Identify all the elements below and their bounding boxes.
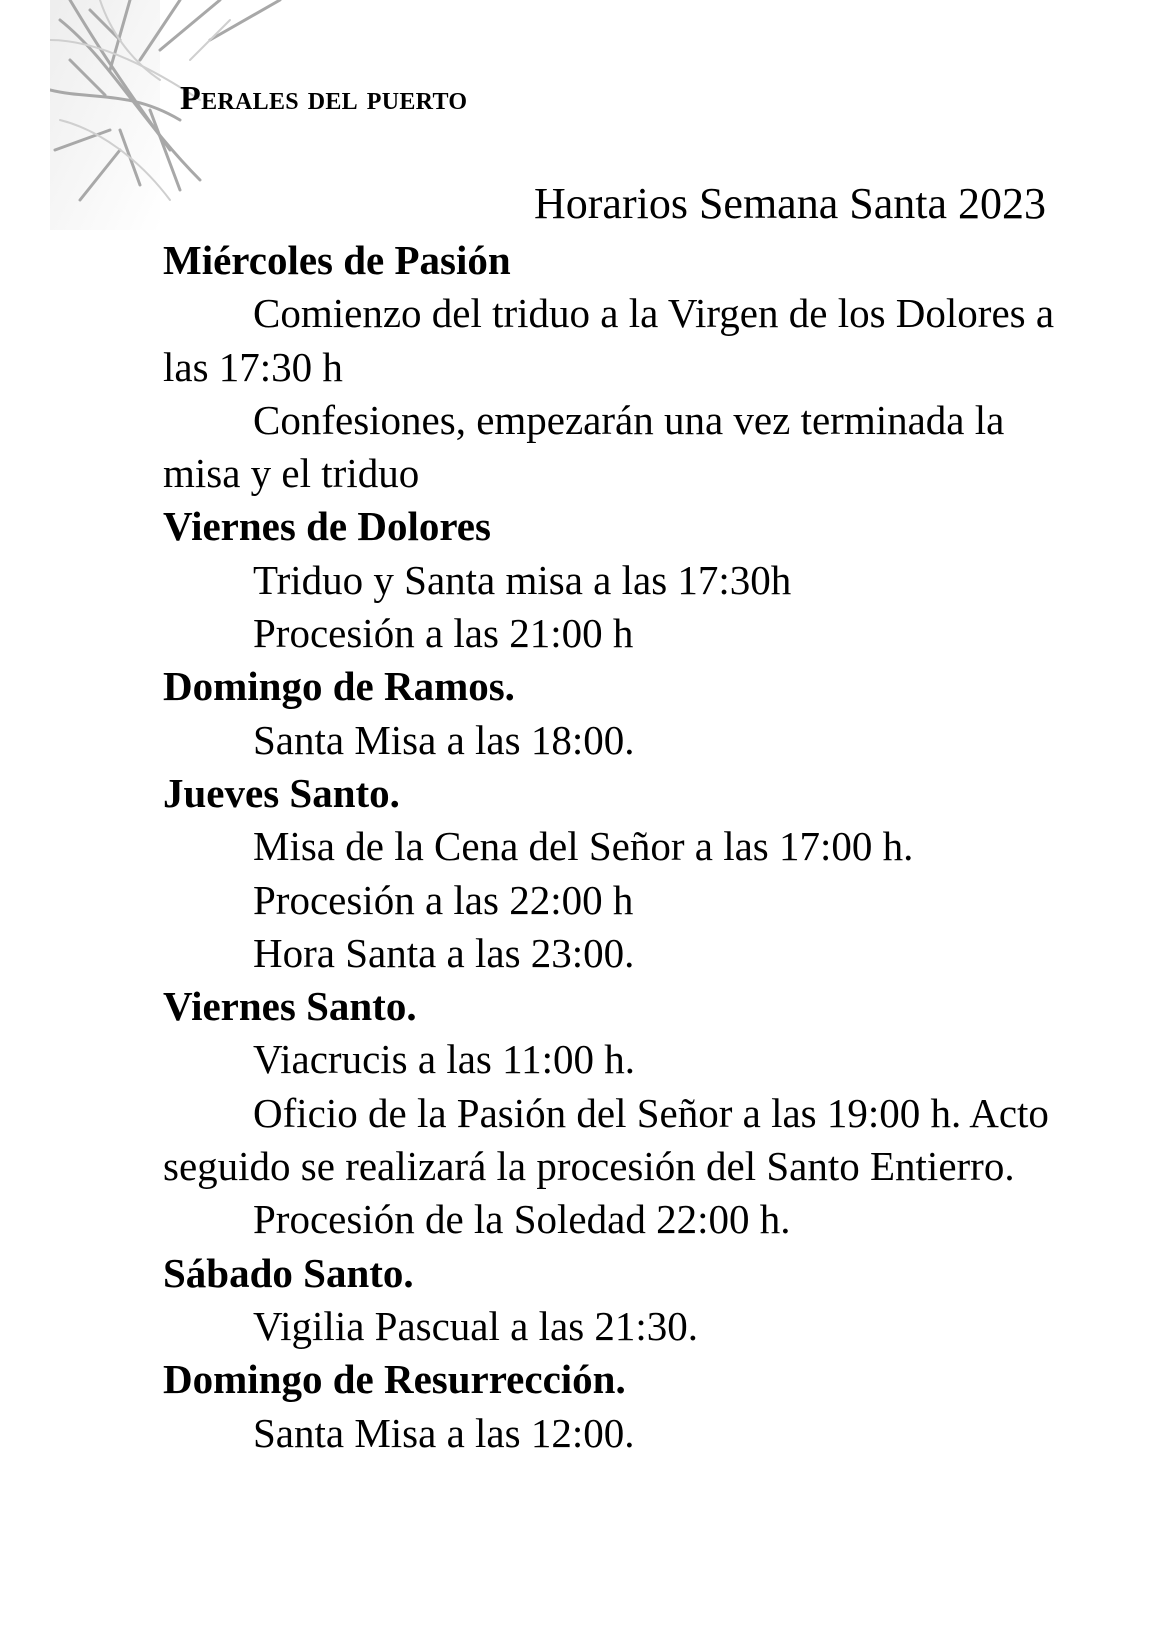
day-domingo-resurreccion <box>163 1353 1063 1460</box>
schedule-item: Viacrucis a las 11:00 h. <box>253 1036 635 1083</box>
day-viernes-dolores <box>163 500 1063 660</box>
day-title: Sábado Santo. <box>163 1249 414 1296</box>
day-title: Domingo de Ramos. <box>163 663 515 710</box>
schedule-item: Comienzo del triduo a la Virgen de los Dolores a las 17:30 h <box>163 290 1055 390</box>
page-title: Horarios Semana Santa 2023 <box>534 179 1046 228</box>
day-domingo-ramos <box>163 660 1063 767</box>
schedule-item: Confesiones, empezarán una vez terminada la misa y el triduo <box>163 396 1005 497</box>
crown-of-thorns-icon <box>50 0 310 240</box>
day-title: Viernes de Dolores <box>163 503 491 550</box>
schedule-item: Santa Misa a las 12:00. <box>253 1409 635 1456</box>
schedule-item: Santa Misa a las 18:00. <box>253 716 635 763</box>
day-title: Miércoles de Pasión <box>163 237 511 283</box>
day-jueves-santo <box>163 767 1063 980</box>
town-name: Perales del puerto <box>180 80 468 117</box>
day-title: Domingo de Resurrección. <box>163 1356 626 1403</box>
schedule-item: Procesión de la Soledad 22:00 h. <box>253 1196 791 1243</box>
schedule-item: Procesión a las 21:00 h <box>253 610 634 657</box>
schedule-item: Procesión a las 22:00 h <box>253 876 634 923</box>
day-title: Viernes Santo. <box>163 983 417 1030</box>
schedule-item: Triduo y Santa misa a las 17:30h <box>253 556 792 603</box>
schedule-item: Vigilia Pascual a las 21:30. <box>253 1302 699 1349</box>
schedule-item: Hora Santa a las 23:00. <box>253 929 635 976</box>
schedule-item: Oficio de la Pasión del Señor a las 19:00 h. Acto seguido se realizará la procesión del Santo Entierro. <box>163 1089 1049 1190</box>
schedule <box>163 234 1063 1460</box>
day-sabado-santo <box>163 1247 1063 1354</box>
day-viernes-santo <box>163 980 1063 1246</box>
schedule-item: Misa de la Cena del Señor a las 17:00 h. <box>253 823 914 870</box>
day-title: Jueves Santo. <box>163 769 400 816</box>
day-miercoles-pasion <box>163 234 1063 500</box>
